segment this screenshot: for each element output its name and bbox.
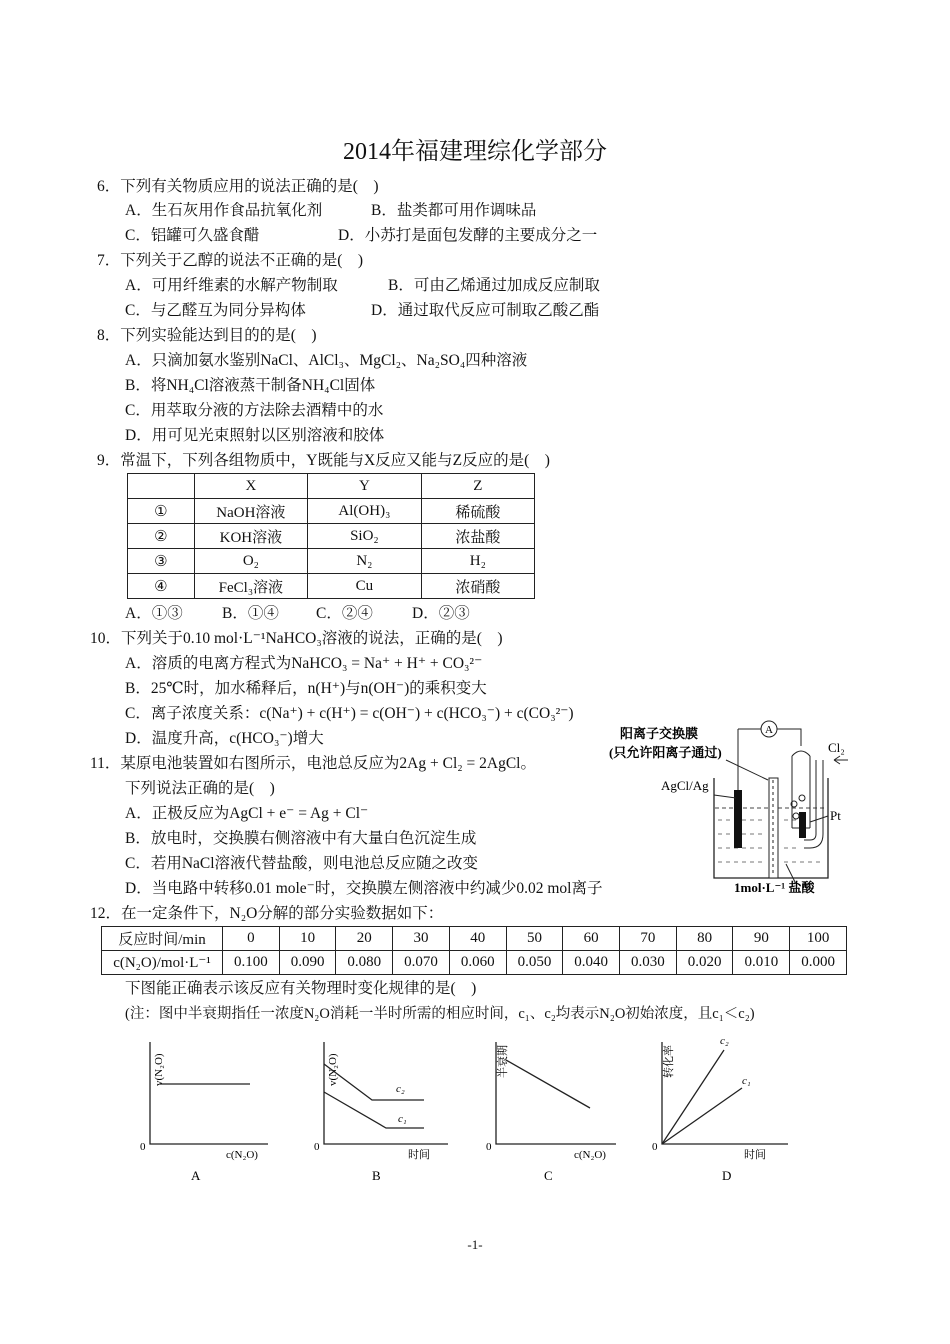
q12-question: 下图能正确表示该反应有关物理时变化规律的是( ) (125, 980, 477, 997)
table-cell: O₂ (194, 549, 307, 574)
y-axis-label: v(N₂O) (327, 1053, 339, 1086)
table-row (102, 927, 847, 951)
origin-label: 0 (314, 1141, 320, 1153)
q10-stem: 10．下列关于0.10 mol·L⁻¹NaHCO₃溶液的说法，正确的是( ) (90, 630, 503, 647)
x-axis-label: 时间 (408, 1149, 430, 1161)
table-cell: 0.020 (676, 951, 733, 975)
table-cell: 0.000 (790, 951, 847, 975)
table-cell: 0.040 (563, 951, 620, 975)
ammeter-label: A (765, 724, 773, 736)
axes (150, 1042, 268, 1144)
table-cell: 0.030 (620, 951, 677, 975)
table-cell: 100 (790, 927, 847, 951)
y-axis-label: v(N₂O) (153, 1053, 165, 1086)
table-cell: 0.100 (223, 951, 280, 975)
q11-option-d: D．当电路中转移0.01 mole⁻时，交换膜左侧溶液中约减少0.02 mol离子 (125, 880, 603, 897)
table-cell: 0.090 (279, 951, 336, 975)
table-cell: 10 (279, 927, 336, 951)
y-axis-label: 半衰期 (497, 1045, 509, 1078)
graph-label: D (722, 1168, 732, 1183)
x-axis-label: c(N₂O) (574, 1149, 606, 1161)
table-cell: 40 (449, 927, 506, 951)
table-cell: 0.010 (733, 951, 790, 975)
agcl-electrode (734, 790, 742, 848)
row-header: c(N₂O)/mol·L⁻¹ (102, 951, 223, 975)
bubble (793, 813, 799, 819)
table-cell: NaOH溶液 (194, 499, 307, 524)
q12-stem: 12．在一定条件下，N₂O分解的部分实验数据如下： (90, 905, 444, 922)
q8-option-c: C．用萃取分液的方法除去酒精中的水 (125, 402, 384, 419)
origin-label: 0 (486, 1141, 492, 1153)
gas-inlet-tube (804, 760, 823, 848)
q8-option-b: B．将NH₄Cl溶液蒸干制备NH₄Cl固体 (125, 377, 376, 394)
table-cell: ③ (128, 549, 195, 574)
q6-option-a: A．生石灰用作食品抗氧化剂 (125, 202, 323, 219)
pt-electrode (799, 812, 806, 838)
q9-option-c: C．②④ (316, 605, 373, 622)
series-c1-line (324, 1092, 424, 1128)
c1-label: c₁ (398, 1113, 407, 1125)
table-cell: 浓盐酸 (421, 524, 534, 549)
table-cell: H₂ (421, 549, 534, 574)
q11-option-a: A．正极反应为AgCl + e⁻ = Ag + Cl⁻ (125, 805, 369, 822)
membrane-label: 阳离子交换膜 (620, 726, 699, 741)
graph-d (652, 1035, 788, 1183)
q11-stem: 11．某原电池装置如右图所示，电池总反应为2Ag + Cl₂ = 2AgCl。 (90, 755, 536, 772)
galvanic-cell-diagram (606, 716, 858, 898)
q7-option-c: C．与乙醛互为同分异构体 (125, 302, 306, 319)
axes (662, 1042, 788, 1144)
table-cell: ① (128, 499, 195, 524)
y-axis-label: 转化率 (663, 1045, 675, 1078)
table-cell: ④ (128, 574, 195, 599)
table-row (128, 524, 535, 549)
table-cell: Al(OH)₃ (308, 499, 422, 524)
table-cell: 稀硫酸 (421, 499, 534, 524)
graph-label: A (191, 1168, 201, 1183)
table-cell: 20 (336, 927, 393, 951)
series-line (506, 1060, 590, 1108)
table-cell: 0 (223, 927, 280, 951)
axes (324, 1042, 448, 1144)
x-axis-label: c(N₂O) (226, 1149, 258, 1161)
table-header-row (128, 474, 535, 499)
leader-line (726, 760, 768, 780)
bubble (799, 795, 805, 801)
q10-option-a: A．溶质的电离方程式为NaHCO₃ = Na⁺ + H⁺ + CO₃²⁻ (125, 655, 483, 672)
series-c1-line (662, 1088, 742, 1144)
graph-a (140, 1042, 268, 1183)
table-cell: 50 (506, 927, 563, 951)
q11-option-b: B．放电时，交换膜右侧溶液中有大量白色沉淀生成 (125, 830, 477, 847)
table-cell: 0.080 (336, 951, 393, 975)
c2-label: c₂ (396, 1083, 405, 1095)
solution-label: 1mol·L⁻¹ 盐酸 (734, 880, 815, 895)
c1-label: c₁ (742, 1075, 751, 1087)
q9-stem: 9．常温下，下列各组物质中，Y既能与X反应又能与Z反应的是( ) (97, 452, 550, 469)
q8-option-d: D．用可见光束照射以区别溶液和胶体 (125, 427, 385, 444)
axes (496, 1042, 616, 1144)
table-row (102, 951, 847, 975)
q12-graphs (128, 1030, 808, 1188)
pt-label: Pt (830, 808, 841, 823)
table-cell: 90 (733, 927, 790, 951)
table-header-cell (128, 474, 195, 499)
q10-option-c: C．离子浓度关系：c(Na⁺) + c(H⁺) = c(OH⁻) + c(HCO₃⁻) + c(CO₃²⁻) (125, 705, 574, 722)
q8-option-a: A．只滴加氨水鉴别NaCl、AlCl₃、MgCl₂、Na₂SO₄四种溶液 (125, 352, 528, 369)
graph-b (314, 1042, 448, 1183)
graph-label: B (372, 1168, 381, 1183)
q7-option-a: A．可用纤维素的水解产物制取 (125, 277, 338, 294)
page-title: 2014年福建理综化学部分 (343, 139, 607, 165)
table-header-cell: Z (421, 474, 534, 499)
table-header-cell: Y (308, 474, 422, 499)
x-axis-label: 时间 (744, 1149, 766, 1161)
q6-stem: 6．下列有关物质应用的说法正确的是( ) (97, 178, 379, 195)
page-number: -1- (467, 1237, 483, 1252)
graph-label: C (544, 1168, 553, 1183)
q9-table (127, 473, 535, 599)
q11-stem-2: 下列说法正确的是( ) (125, 780, 275, 797)
table-cell: 80 (676, 927, 733, 951)
q9-option-b: B．①④ (222, 605, 279, 622)
leader-line (714, 795, 736, 798)
table-cell: 浓硝酸 (421, 574, 534, 599)
q12-data-table (101, 926, 847, 975)
table-cell: 0.060 (449, 951, 506, 975)
q6-option-d: D．小苏打是面包发酵的主要成分之一 (338, 227, 598, 244)
q10-option-d: D．温度升高，c(HCO₃⁻)增大 (125, 730, 324, 747)
c2-label: c₂ (720, 1035, 729, 1047)
table-cell: KOH溶液 (194, 524, 307, 549)
q7-option-d: D．通过取代反应可制取乙酸乙酯 (371, 302, 600, 319)
table-row (128, 574, 535, 599)
leader-line (810, 816, 828, 822)
origin-label: 0 (140, 1141, 146, 1153)
q7-option-b: B．可由乙烯通过加成反应制取 (388, 277, 600, 294)
series-c2-line (324, 1064, 424, 1100)
cl2-label: Cl₂ (828, 740, 845, 755)
table-row (128, 549, 535, 574)
table-cell: 60 (563, 927, 620, 951)
gas-tube-top (792, 751, 810, 756)
q8-stem: 8．下列实验能达到目的的是( ) (97, 327, 317, 344)
table-cell: 30 (393, 927, 450, 951)
agcl-label: AgCl/Ag (661, 778, 709, 793)
q9-option-a: A．①③ (125, 605, 183, 622)
row-header: 反应时间/min (102, 927, 223, 951)
table-header-cell: X (194, 474, 307, 499)
q6-option-c: C．铝罐可久盛食醋 (125, 227, 260, 244)
table-row (128, 499, 535, 524)
table-cell: FeCl₃溶液 (194, 574, 307, 599)
membrane-note: (只允许阳离子通过) (609, 745, 722, 760)
table-cell: SiO₂ (308, 524, 422, 549)
table-cell: 0.070 (393, 951, 450, 975)
q9-option-d: D．②③ (412, 605, 470, 622)
table-cell: N₂ (308, 549, 422, 574)
table-cell: Cu (308, 574, 422, 599)
graph-c (486, 1042, 616, 1183)
q12-note: (注：图中半衰期指任一浓度N₂O消耗一半时所需的相应时间，c₁、c₂均表示N₂O初始浓度，且c₁＜c₂) (125, 1006, 755, 1022)
q6-option-b: B．盐类都可用作调味品 (371, 202, 537, 219)
table-cell: ② (128, 524, 195, 549)
q7-stem: 7．下列关于乙醇的说法不正确的是( ) (97, 252, 364, 269)
q10-option-b: B．25℃时，加水稀释后，n(H⁺)与n(OH⁻)的乘积变大 (125, 680, 487, 697)
table-cell: 70 (620, 927, 677, 951)
q11-option-c: C．若用NaCl溶液代替盐酸，则电池总反应随之改变 (125, 855, 479, 872)
origin-label: 0 (652, 1141, 658, 1153)
table-cell: 0.050 (506, 951, 563, 975)
